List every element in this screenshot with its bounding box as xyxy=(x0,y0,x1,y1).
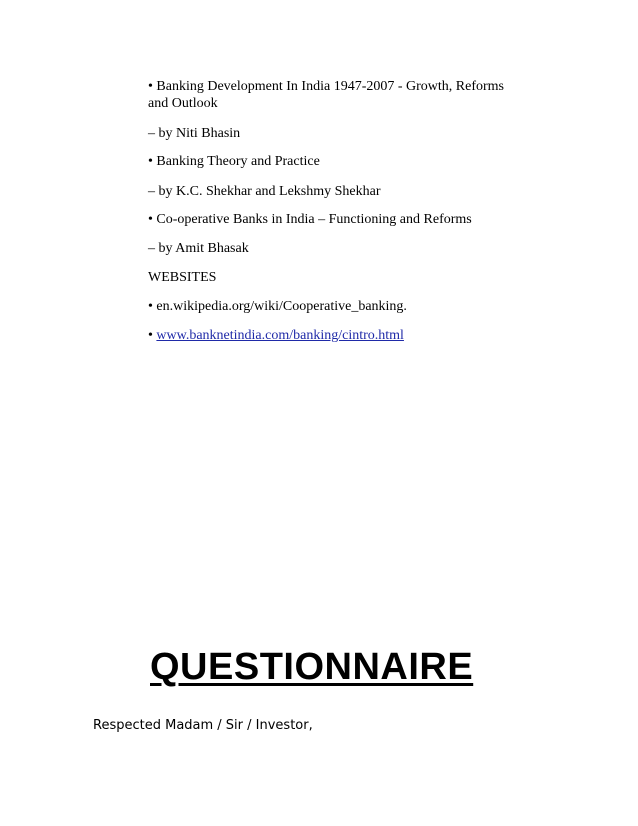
reference-2-title: • Banking Theory and Practice xyxy=(148,154,320,169)
website-2-link[interactable]: www.banknetindia.com/banking/cintro.html xyxy=(156,328,404,343)
reference-1-title-line-2: and Outlook xyxy=(148,96,218,111)
website-2 xyxy=(148,327,404,344)
reference-2-author: – by K.C. Shekhar and Lekshmy Shekhar xyxy=(148,184,381,199)
reference-1-title-line-1: • Banking Development In India 1947-2007 - Growth, Reforms xyxy=(148,79,505,94)
questionnaire-heading: QUESTIONNAIRE xyxy=(150,646,474,688)
website-1: • en.wikipedia.org/wiki/Cooperative_banking. xyxy=(148,299,407,314)
reference-1-author: – by Niti Bhasin xyxy=(148,126,241,141)
reference-3-author: – by Amit Bhasak xyxy=(148,241,249,256)
reference-3-title: • Co-operative Banks in India – Functioning and Reforms xyxy=(148,212,472,227)
salutation-text: Respected Madam / Sir / Investor, xyxy=(93,718,313,733)
websites-heading: WEBSITES xyxy=(148,270,217,285)
website-2-bullet: • xyxy=(148,328,157,343)
